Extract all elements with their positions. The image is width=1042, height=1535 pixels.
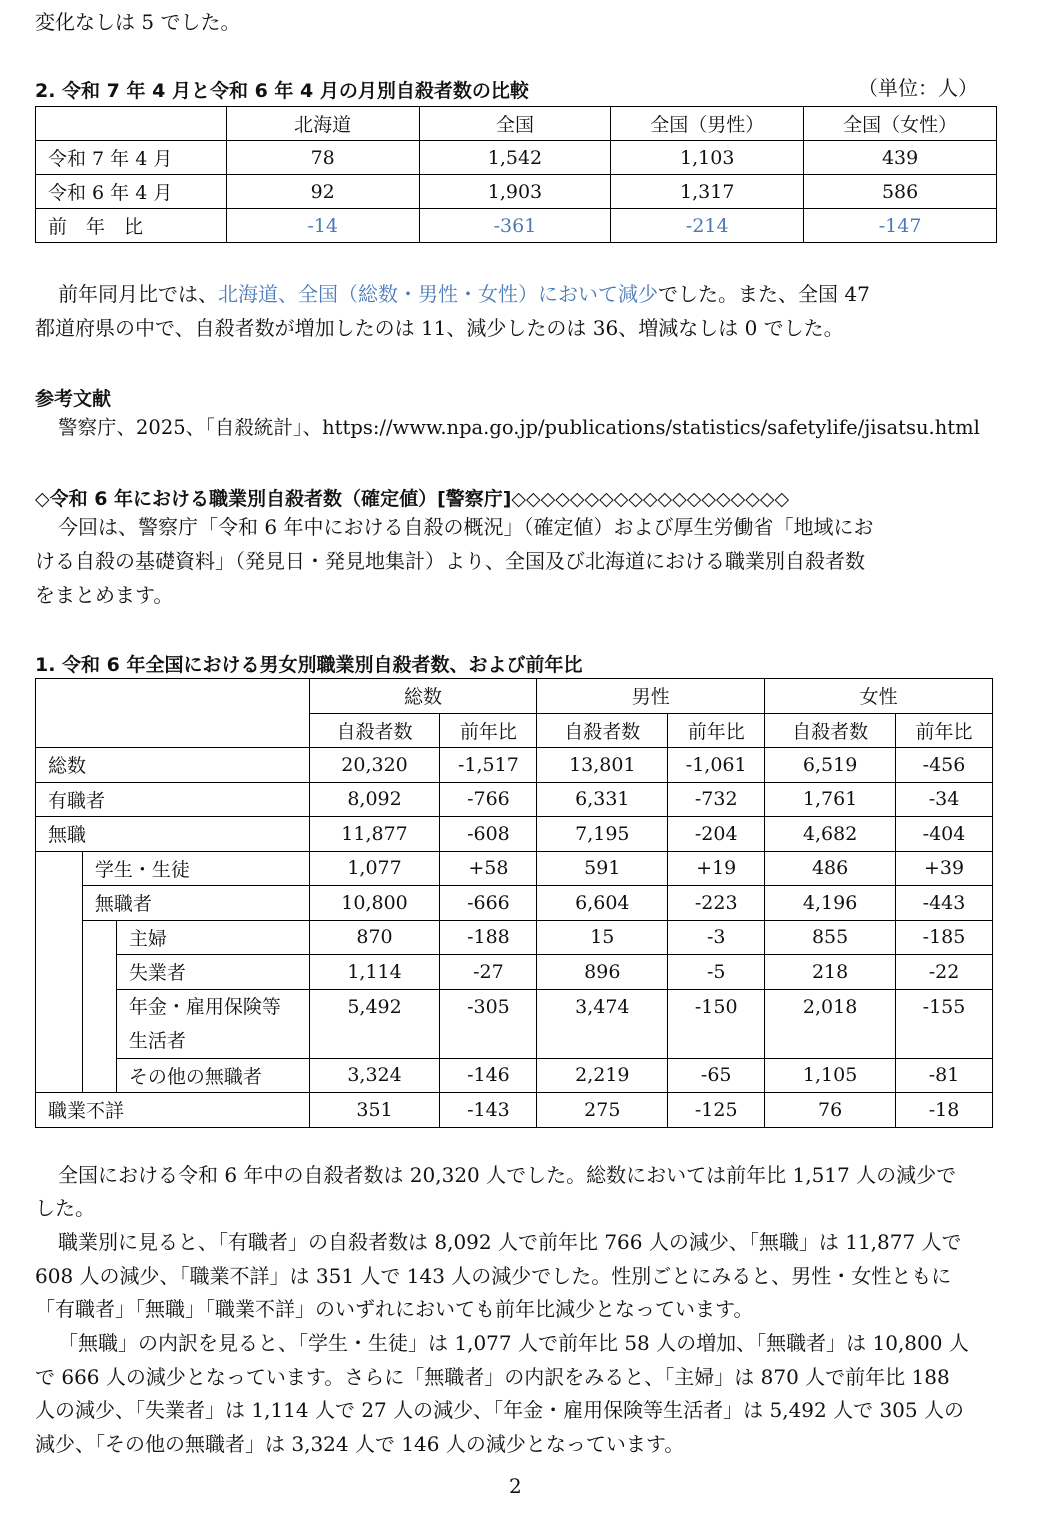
paragraph-line: 「有職者」「無職」「職業不詳」のいずれにおいても前年比減少となっています。 xyxy=(35,1297,754,1321)
table-cell: -185 xyxy=(896,920,993,955)
row-label xyxy=(116,989,309,1058)
table-cell: 275 xyxy=(537,1093,668,1128)
paragraph-line: 608 人の減少、「職業不詳」は 351 人で 143 人の減少でした。性別ごとにみると、男性・女性ともに xyxy=(35,1264,952,1288)
table-cell: 1,105 xyxy=(765,1058,896,1093)
row-label-line1: 年金・雇用保険等 xyxy=(128,995,281,1018)
table-row xyxy=(36,955,993,990)
table-cell: 1,317 xyxy=(611,175,804,209)
paragraph-line: 人の減少、「失業者」は 1,114 人で 27 人の減少、「年金・雇用保険等生活者」は 5,492 人で 305 人の xyxy=(35,1398,964,1422)
row-label: 有職者 xyxy=(36,782,310,817)
row-label: その他の無職者 xyxy=(116,1058,309,1093)
table-cell: 76 xyxy=(765,1093,896,1128)
table-row xyxy=(36,817,993,852)
header-empty xyxy=(36,107,227,141)
table-cell: 6,519 xyxy=(765,748,896,783)
group-header: 女性 xyxy=(765,679,993,714)
table-cell: -1,517 xyxy=(440,748,537,783)
table-row xyxy=(36,209,997,243)
table-cell: 15 xyxy=(537,920,668,955)
table-cell: 870 xyxy=(309,920,440,955)
column-header: 全国 xyxy=(419,107,611,141)
table-cell: -143 xyxy=(440,1093,537,1128)
table-cell: -404 xyxy=(896,817,993,852)
text-span: でした。また、全国 47 xyxy=(658,282,870,306)
table-cell: 439 xyxy=(804,141,997,175)
table-cell: -188 xyxy=(440,920,537,955)
row-label: 無職 xyxy=(36,817,310,852)
table-cell: 586 xyxy=(804,175,997,209)
column-header: 全国（男性） xyxy=(611,107,804,141)
table-cell: +39 xyxy=(896,851,993,886)
section2-heading: 2. 令和 7 年 4 月と令和 6 年 4 月の月別自殺者数の比較 xyxy=(35,80,529,102)
table-row xyxy=(36,920,993,955)
header-empty xyxy=(36,679,310,748)
table-cell: -22 xyxy=(896,955,993,990)
group-header: 総数 xyxy=(309,679,537,714)
section2-paragraph-line2: 都道府県の中で、自殺者数が増加したのは 11、減少したのは 36、増減なしは 0 でした。 xyxy=(35,316,844,340)
paragraph-line: 減少、「その他の無職者」は 3,324 人で 146 人の減少となっています。 xyxy=(35,1432,685,1456)
indent-cell xyxy=(82,920,116,1093)
table-cell: 13,801 xyxy=(537,748,668,783)
table-cell: -456 xyxy=(896,748,993,783)
intro-tail-text: 変化なしは 5 でした。 xyxy=(35,10,241,34)
row-label: 無職者 xyxy=(82,886,309,921)
row-label-line2: 生活者 xyxy=(128,1029,186,1052)
table-cell: 2,018 xyxy=(765,989,896,1058)
table-cell: 2,219 xyxy=(537,1058,668,1093)
sub-header: 自殺者数 xyxy=(765,713,896,748)
table-cell: 7,195 xyxy=(537,817,668,852)
section2-unit: （単位：人） xyxy=(858,76,978,100)
table-cell: -766 xyxy=(440,782,537,817)
paragraph-line: 全国における令和 6 年中の自殺者数は 20,320 人でした。総数においては前年比 1,517 人の減少で xyxy=(58,1163,957,1187)
table-cell: -150 xyxy=(668,989,765,1058)
row-label: 職業不詳 xyxy=(36,1093,310,1128)
table-cell: 896 xyxy=(537,955,668,990)
table-cell: 486 xyxy=(765,851,896,886)
table-cell: -361 xyxy=(419,209,611,243)
table-row xyxy=(36,748,993,783)
column-header: 全国（女性） xyxy=(804,107,997,141)
table-cell: 591 xyxy=(537,851,668,886)
table-cell: 855 xyxy=(765,920,896,955)
table-cell: -14 xyxy=(226,209,419,243)
table-cell: 20,320 xyxy=(309,748,440,783)
table-cell: 8,092 xyxy=(309,782,440,817)
table-row xyxy=(36,141,997,175)
paragraph-line: 職業別に見ると、「有職者」の自殺者数は 8,092 人で前年比 766 人の減少、「無職」は 11,877 人で xyxy=(58,1230,962,1254)
table-cell: 4,196 xyxy=(765,886,896,921)
table-cell: +19 xyxy=(668,851,765,886)
column-header: 北海道 xyxy=(226,107,419,141)
table-cell: -305 xyxy=(440,989,537,1058)
table-cell: -3 xyxy=(668,920,765,955)
section1-heading: 1. 令和 6 年全国における男女別職業別自殺者数、および前年比 xyxy=(35,654,583,676)
table-cell: 1,761 xyxy=(765,782,896,817)
row-label: 総数 xyxy=(36,748,310,783)
topic-line: をまとめます。 xyxy=(35,583,174,607)
table-cell: -443 xyxy=(896,886,993,921)
table-cell: 92 xyxy=(226,175,419,209)
table-cell: 1,077 xyxy=(309,851,440,886)
table-header-row xyxy=(36,107,997,141)
paragraph-line: で 666 人の減少となっています。さらに「無職者」の内訳をみると、「主婦」は 870 人で前年比 188 xyxy=(35,1365,950,1389)
table-cell: -147 xyxy=(804,209,997,243)
table-cell: 1,114 xyxy=(309,955,440,990)
table-cell: 351 xyxy=(309,1093,440,1128)
topic-heading: ◇令和 6 年における職業別自殺者数（確定値）[警察庁]◇◇◇◇◇◇◇◇◇◇◇◇◇◇◇◇◇◇◇ xyxy=(35,488,790,510)
row-label: 令和 7 年 4 月 xyxy=(36,141,227,175)
table-cell: 1,542 xyxy=(419,141,611,175)
occupation-table xyxy=(35,678,993,1128)
table-cell: 3,324 xyxy=(309,1058,440,1093)
table-cell: -608 xyxy=(440,817,537,852)
group-header: 男性 xyxy=(537,679,765,714)
table-cell: -1,061 xyxy=(668,748,765,783)
table-cell: -81 xyxy=(896,1058,993,1093)
row-label: 前 年 比 xyxy=(36,209,227,243)
table-cell: -5 xyxy=(668,955,765,990)
table-cell: 78 xyxy=(226,141,419,175)
table-cell: -125 xyxy=(668,1093,765,1128)
table-cell: -666 xyxy=(440,886,537,921)
row-label: 令和 6 年 4 月 xyxy=(36,175,227,209)
table-cell: -34 xyxy=(896,782,993,817)
table-cell: -214 xyxy=(611,209,804,243)
table-cell: 6,604 xyxy=(537,886,668,921)
table-row xyxy=(36,1093,993,1128)
table-cell: +58 xyxy=(440,851,537,886)
table-cell: 6,331 xyxy=(537,782,668,817)
table-cell: 4,682 xyxy=(765,817,896,852)
table-row xyxy=(36,886,993,921)
references-text: 警察庁、2025、「自殺統計」、https://www.npa.go.jp/publications/statistics/safetylife/jisatsu.html xyxy=(58,416,980,439)
table-cell: -732 xyxy=(668,782,765,817)
table-row xyxy=(36,175,997,209)
sub-header: 前年比 xyxy=(668,713,765,748)
table-row xyxy=(36,782,993,817)
sub-header: 自殺者数 xyxy=(537,713,668,748)
highlight-text: 北海道、全国（総数・男性・女性）において減少 xyxy=(218,282,658,306)
table-cell: 218 xyxy=(765,955,896,990)
sub-header: 前年比 xyxy=(440,713,537,748)
table-cell: 1,103 xyxy=(611,141,804,175)
table-cell: -18 xyxy=(896,1093,993,1128)
group-header-row xyxy=(36,679,993,714)
table-row xyxy=(36,851,993,886)
row-label: 主婦 xyxy=(116,920,309,955)
topic-line: ける自殺の基礎資料」（発見日・発見地集計）より、全国及び北海道における職業別自殺者数 xyxy=(35,549,865,573)
row-label: 学生・生徒 xyxy=(82,851,309,886)
table-cell: -146 xyxy=(440,1058,537,1093)
table-cell: -65 xyxy=(668,1058,765,1093)
table-cell: -155 xyxy=(896,989,993,1058)
section2-paragraph-line1 xyxy=(58,282,870,306)
references-heading: 参考文献 xyxy=(35,388,112,410)
sub-header: 自殺者数 xyxy=(309,713,440,748)
page-number: 2 xyxy=(509,1474,522,1498)
table-cell: 11,877 xyxy=(309,817,440,852)
monthly-comparison-table xyxy=(35,106,997,243)
table-cell: -204 xyxy=(668,817,765,852)
paragraph-line: 「無職」の内訳を見ると、「学生・生徒」は 1,077 人で前年比 58 人の増加、「無職者」は 10,800 人 xyxy=(58,1331,969,1355)
indent-cell xyxy=(36,851,83,1093)
table-cell: -27 xyxy=(440,955,537,990)
sub-header: 前年比 xyxy=(896,713,993,748)
topic-line: 今回は、警察庁「令和 6 年中における自殺の概況」（確定値）および厚生労働省「地域にお xyxy=(58,515,874,539)
text-span: 前年同月比では、 xyxy=(58,282,218,306)
table-cell: 3,474 xyxy=(537,989,668,1058)
table-cell: 1,903 xyxy=(419,175,611,209)
table-cell: -223 xyxy=(668,886,765,921)
table-cell: 5,492 xyxy=(309,989,440,1058)
row-label: 失業者 xyxy=(116,955,309,990)
table-cell: 10,800 xyxy=(309,886,440,921)
paragraph-line: した。 xyxy=(35,1196,95,1220)
table-row xyxy=(36,1058,993,1093)
